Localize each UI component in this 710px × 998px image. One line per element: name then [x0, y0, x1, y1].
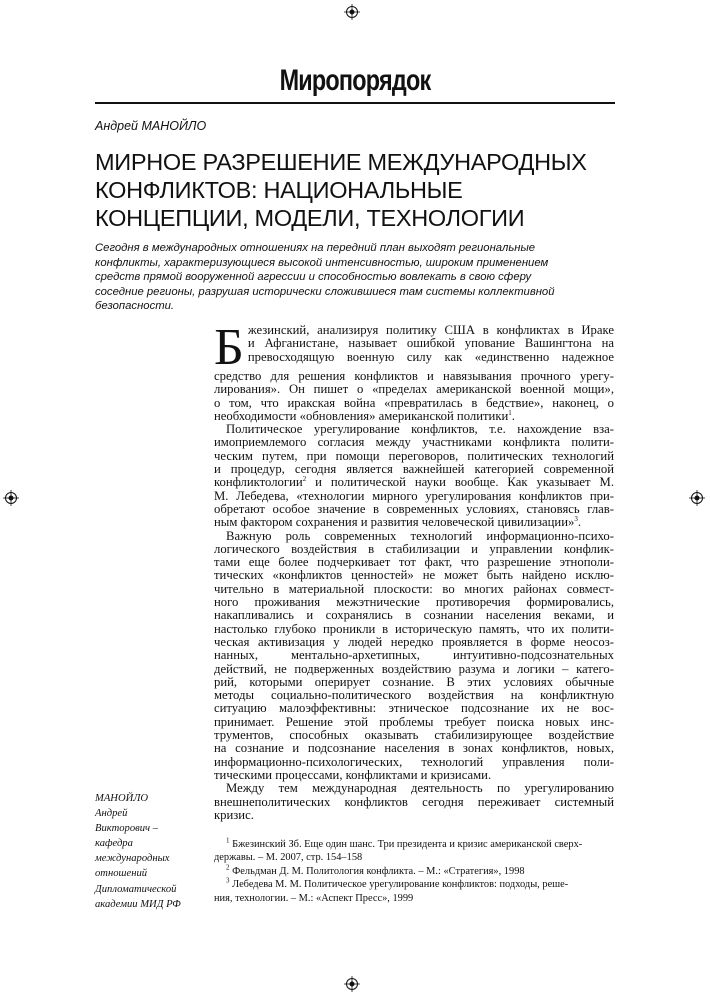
body-text: . [511, 408, 515, 423]
sidebar-line: Дипломатической [95, 883, 177, 895]
footnote-1 [214, 838, 614, 851]
body-line [214, 516, 614, 529]
body-line: ного проживания межэтнические противоречия формировались, [214, 595, 614, 610]
footnote-number: 1 [226, 836, 230, 845]
paragraph-3 [214, 530, 614, 783]
body-line: трументов, способных оказывать стабилизирующее воздействие [214, 728, 614, 743]
body-line: тическими процессами, конфликтами и кризисами. [214, 767, 492, 782]
sidebar-line: Викторович – [95, 823, 159, 835]
sidebar-line: Андрей [95, 808, 128, 820]
sidebar-line: академии МИД РФ [95, 898, 181, 910]
body-line: внешнеполитических конфликтов сегодня переживает системный [214, 794, 614, 809]
abstract-line: безопасности. [95, 300, 175, 313]
body-line: средство для решения конфликтов и навязывания прочного урегу- [214, 369, 614, 383]
author-name: Андрей МАНОЙЛО [95, 119, 207, 133]
registration-mark-icon [344, 976, 360, 992]
body-line: кризис. [214, 807, 254, 822]
article-title [95, 148, 615, 232]
body-line: ческим путем, при помощи переговоров, политических технологий [214, 448, 614, 463]
footnote-2 [214, 865, 614, 878]
body-text: . [577, 515, 582, 530]
footnote-number: 2 [226, 863, 230, 872]
body-line [214, 476, 614, 489]
body-line: тических «конфликтов ценностей» не может быть найдено исклю- [214, 568, 614, 583]
title-line: КОНЦЕПЦИИ, МОДЕЛИ, ТЕХНОЛОГИИ [95, 205, 525, 231]
body-line: Между тем международная деятельность по урегулированию [226, 781, 614, 796]
rubric-rule [95, 102, 615, 104]
body-line: обретают особое значение в современных условиях, становясь глав- [214, 501, 614, 516]
body-line: принимает. Решение этой проблемы требует поиска новых инс- [214, 714, 614, 729]
footnote-ref[interactable]: 3 [574, 515, 578, 524]
article-body [214, 319, 614, 822]
title-line: МИРНОЕ РАЗРЕШЕНИЕ МЕЖДУНАРОДНЫХ [95, 149, 587, 175]
body-line: Важную роль современных технологий информационно-психо- [226, 528, 614, 543]
paragraph-1 [214, 319, 614, 423]
sidebar-line: кафедра [95, 838, 133, 850]
body-line: о том, что иракская война «превратилась в бедствие», наконец, о [214, 395, 614, 410]
footnote-1-cont: державы. – М. 2007, стр. 154–158 [214, 852, 363, 864]
footnote-text: Лебедева М. М. Политическое урегулирование конфликтов: подходы, реше- [229, 879, 569, 891]
body-text: необходимости «обновления» американской политики [214, 408, 509, 423]
sidebar-line: МАНОЙЛО [95, 793, 149, 804]
footnote-3-cont: ния, технологии. – М.: «Аспект Пресс», 1999 [214, 892, 414, 904]
body-text: и политической науки вообще. Как указывает М. [306, 475, 614, 490]
title-line: КОНФЛИКТОВ: НАЦИОНАЛЬНЫЕ [95, 177, 463, 203]
abstract-line: Сегодня в международных отношениях на передний план выходят региональные [95, 242, 536, 254]
article-abstract [95, 241, 615, 314]
body-line: и Афганистане, называет ошибкой упование Вашингтона на [247, 336, 614, 351]
body-line: превосходящую военную силу как «единственно надежное [247, 349, 614, 364]
registration-mark-icon [689, 490, 705, 506]
footnote-number: 3 [226, 876, 230, 885]
rubric-title: Миропорядок [279, 64, 431, 97]
drop-cap: Б [214, 319, 244, 376]
body-line: тами еще более подчеркивает тот факт, что разрешение этнополи- [214, 555, 614, 570]
body-line: лирования». Он пишет о «пределах американской военной мощи», [214, 382, 614, 397]
registration-mark-icon [3, 490, 19, 506]
body-line: и процедур, сегодня является важнейшей категорией современной [214, 462, 614, 477]
body-line [214, 410, 614, 423]
footnote-text: Бжезинский Зб. Еще один шанс. Три президента и кризис американской сверх- [229, 839, 583, 850]
body-line: М. Лебедева, «технологии мирного урегулирования конфликтов при- [214, 488, 614, 503]
body-line: чительно в материальной плоскости: во многих районах совмест- [214, 581, 614, 596]
footnote-3 [214, 878, 614, 891]
body-line: жезинский, анализируя политику США в конфликтах в Ираке [247, 323, 614, 337]
body-line: нанных, ментально-архетипных, интуитивно-подсознательных [214, 648, 614, 663]
abstract-line: соседние регионы, разрушая исторически сложившиеся там системы коллективной [95, 285, 555, 298]
body-line: методы социально-политического воздействия на конфликтную [214, 688, 614, 703]
registration-mark-icon [344, 4, 360, 20]
body-line: имоприемлемого согласия между участниками конфликта полити- [214, 435, 614, 450]
footnotes [214, 838, 614, 905]
abstract-line: конфликты, характеризующиеся высокой интенсивностью, широким применением [95, 256, 549, 269]
sidebar-line: международных [95, 853, 170, 865]
paragraph-2 [214, 423, 614, 529]
body-line: рий, которыми оперирует сознание. В этих условиях обычные [214, 674, 614, 689]
body-text: конфликтологии [214, 475, 303, 490]
body-line: на сознание и подсознание населения в зонах конфликтов, новых, [214, 741, 614, 756]
body-line: накапливались и сохранялись в сознании населения веками, и [214, 608, 614, 623]
sidebar-line: отношений [95, 868, 148, 880]
footnote-ref[interactable]: 2 [302, 475, 307, 484]
body-line: ситуацию малоэффективны: этническое подсознание их не вос- [214, 701, 614, 716]
abstract-line: средств прямой вооруженной агрессии и способностью вовлекать в свою сферу [95, 271, 532, 284]
body-line: логического воздействия в стабилизации и управлении конфлик- [214, 541, 614, 556]
body-line: информационно-психологических, технологий управления поли- [214, 754, 614, 769]
footnote-text: Фельдман Д. М. Политология конфликта. – М.: «Стратегия», 1998 [229, 865, 525, 877]
author-info-sidebar [95, 791, 205, 912]
footnote-ref[interactable]: 1 [508, 408, 512, 417]
body-text: ным фактором сохранения и развития человеческой цивилизации» [214, 515, 575, 530]
body-line: Политическое урегулирование конфликтов, т.е. нахождение вза- [226, 422, 614, 437]
body-line: ческая активизация у людей нередко проявляется в форме неосоз- [214, 634, 614, 649]
body-line: действий, не подверженных воздействию разума и логики – катего- [214, 661, 614, 676]
body-line: настолько глубоко проникли в историческую память, что их полити- [214, 621, 614, 636]
paragraph-4 [214, 782, 614, 822]
